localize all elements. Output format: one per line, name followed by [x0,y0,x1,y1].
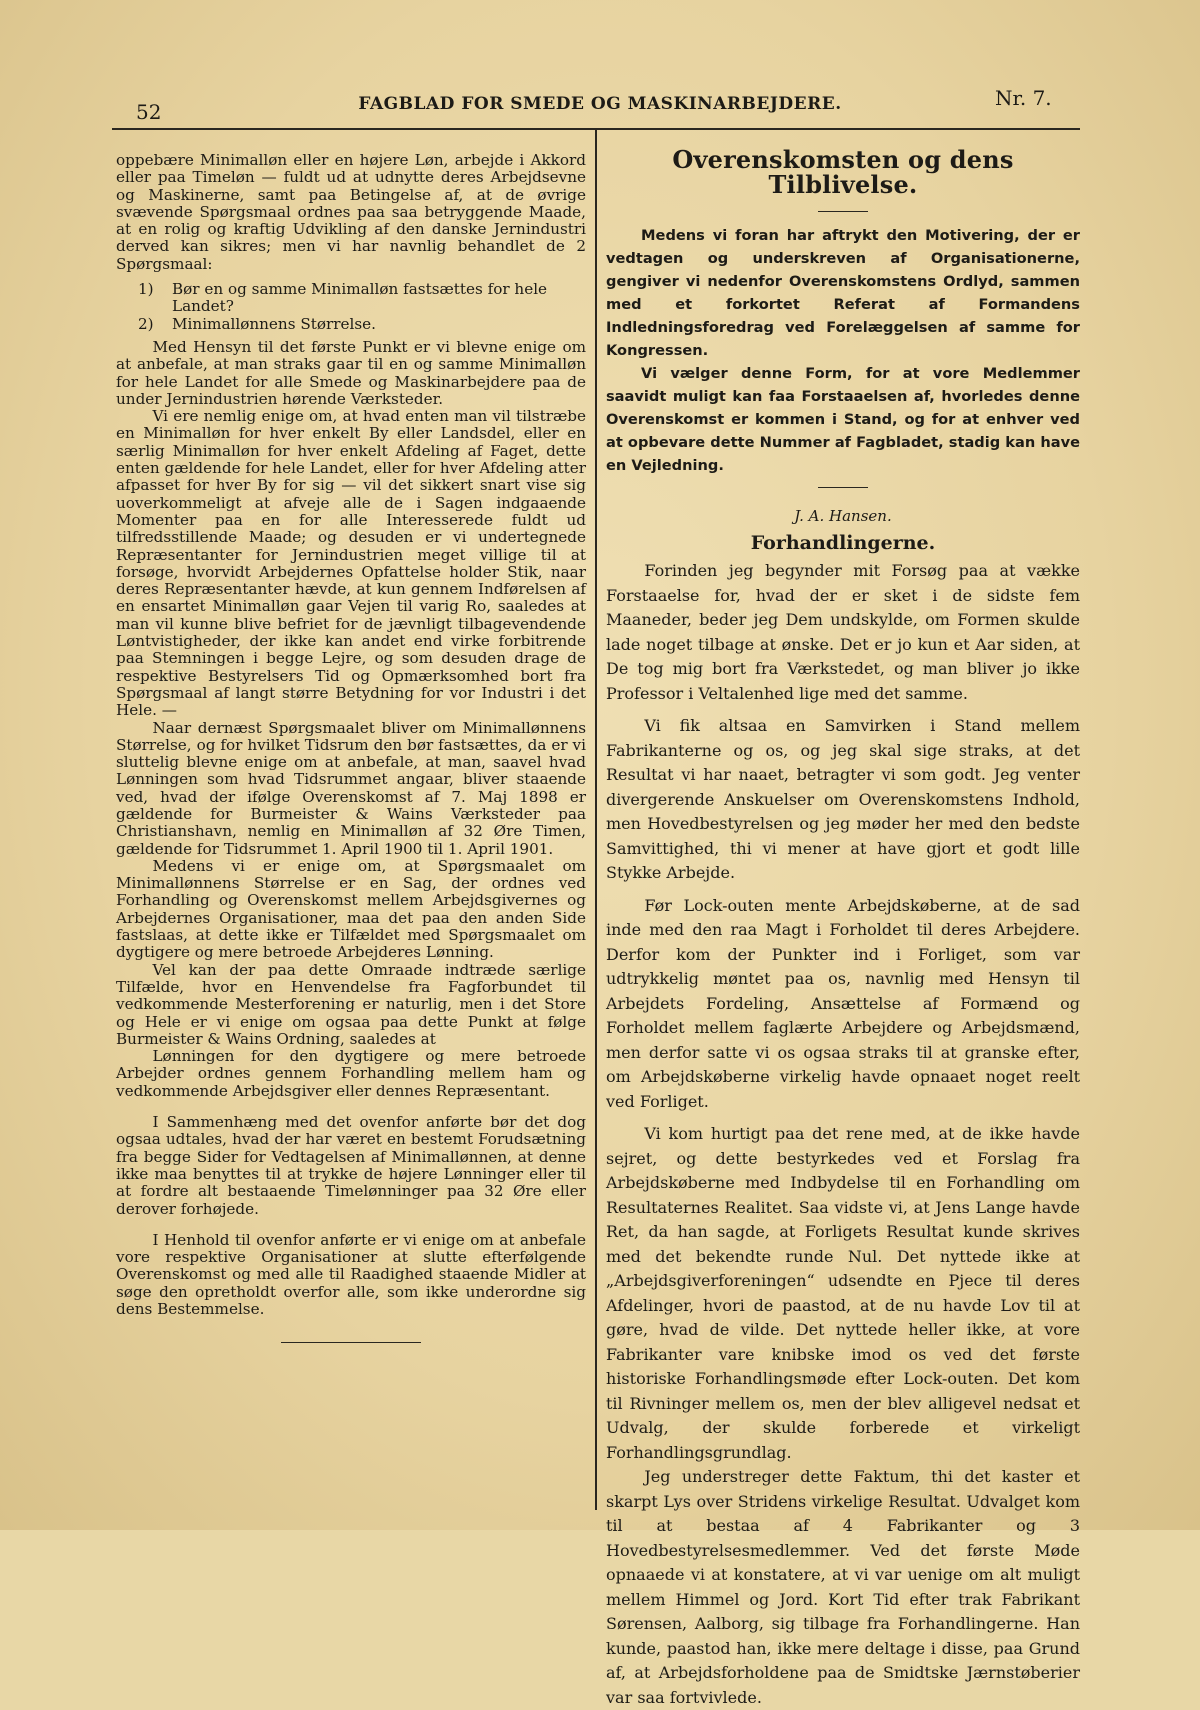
article-paragraph: Vi fik altsaa en Samvirken i Stand mellem Fabrikanterne og os, og jeg skal sige straks, at det Resultat vi har naaet, betragter vi som godt. Jeg venter divergerende Anskuelser om Overenskomstens Indhold, men Hovedbestyrelsen og jeg møder her med den bedste Samvittighed, thi vi mener at have gjort et godt lille Stykke Arbejde. [606,716,1080,882]
left-paragraph: Vel kan der paa dette Omraade indtræde særlige Tilfælde, hvor en Henvendelse fra Fagforbundet til vedkommende Mesterforening er naturlig, men i det Store og Hele er vi enige om ogsaa paa dette Punkt at følge Burmeister & Wains Ordning, saaledes at [116,960,586,1048]
intro-paragraph: Medens vi foran har aftrykt den Motivering, der er vedtagen og underskreven af Organisationerne, gengiver vi nedenfor Overenskomstens Ordlyd, sammen med et forkortet Referat af Formandens Indledningsforedrag ved Forelæggelsen af samme for Kongressen. [606,227,1080,359]
editorial-intro [606,224,1080,477]
left-paragraph: Naar dernæst Spørgsmaalet bliver om Minimallønnens Størrelse, og for hvilket Tidsrum den bør fastsættes, da er vi sluttelig blevne enige om at anbefale, at man, saavel hvad Lønningen som hvad Tidsrummet angaar, bliver staaende ved, hvad der ifølge Overenskomst af 7. Maj 1898 er gældende for Burmeister & Wains Værksteder paa Christianshavn, nemlig en Minimalløn af 32 Øre Timen, gældende for Tidsrummet 1. April 1900 til 1. April 1901. [116,718,586,858]
list-text: Minimallønnens Størrelse. [172,314,376,333]
article-paragraph: Vi kom hurtigt paa det rene med, at de ikke havde sejret, og dette bestyrkedes ved et Forslag fra Arbejdskøberne med Indbydelse til en Forhandling om Resultaternes Realitet. Saa vidste vi, at Jens Lange havde Ret, da han sagde, at Forligets Resultat kunde skrives med det bekendte runde Nul. Det nyttede ikke at „Arbejdsgiverforeningen“ udsendte en Pjece til deres Afdelinger, hvori de paastod, at de nu havde Lov til at gøre, hvad de vilde. Det nyttede heller ikke, at vore Fabrikanter vare knibske imod os ved det første historiske Forhandlingsmøde efter Lock-outen. Det kom til Rivninger mellem os, men der blev alligevel nedsat et Udvalg, der skulde forberede et virkeligt Forhandlingsgrundlag. [606,1124,1080,1462]
closing-rule [281,1342,421,1343]
list-text: Bør en og samme Minimalløn fastsættes for hele Landet? [172,280,548,316]
right-column [606,140,1080,1707]
column-divider [595,130,597,1510]
article-heading: Overenskomsten og dens Tilblivelse. [672,145,1014,199]
article-paragraph: Før Lock-outen mente Arbejdskøberne, at de sad inde med den raa Magt i Forholdet til deres Arbejdere. Derfor kom der Punkter ind i Forliget, som var udtrykkelig møntet paa os, navnlig med Hensyn til Arbejdets Fordeling, Ansættelse af Formænd og Forholdet mellem faglærte Arbejdere og Arbejdsmænd, men derfor satte vi os ogsaa straks til at granske efter, om Arbejdskøberne virkelig havde opnaaet noget reelt ved Forliget. [606,895,1080,1111]
section-heading: Forhandlingerne. [750,531,936,554]
article-paragraph: Forinden jeg begynder mit Forsøg paa at vække Forstaaelse for, hvad der er sket i de sidste fem Maaneder, beder jeg Dem undskylde, om Formen skulde lade noget tilbage at ønske. Det er jo kun et Aar siden, at De tog mig bort fra Værkstedet, og man bliver jo ikke Professor i Veltalenhed lige med det samme. [606,561,1080,703]
left-paragraph: Vi ere nemlig enige om, at hvad enten man vil tilstræbe en Minimalløn for hver enkelt By eller Landsdel, eller en særlig Minimalløn for hver enkelt Afdeling af Faget, dette enten gældende for hele Landet, eller for hver Afdeling atter afpasset for hver By for sig — vil det sikkert snart vise sig uoverkommeligt at afveje alle de i Sagen indgaaende Momenter paa en for alle Interesserede fuldt ud tilfredsstillende Maade; og desuden er vi undertegnede Repræsentanter for Jernindustrien meget villige til at forsøge, hvorvidt Arbejdernes Opfattelse holder Stik, naar deres Repræsentanter hævde, at kun gennem Indførelsen af en ensartet Minimalløn gaar Vejen til varig Ro, saaledes at man vil kunne blive befriet for de jævnligt tilbagevendende Løntvistigheder, der ikke kan andet end virke forbitrende paa Stemningen i begge Lejre, og som desuden drage de respektive Bestyrelsers Tid og Opmærksomhed bort fra Spørgsmaal af langt større Betydning for vor Industri i det Hele. — [116,407,586,720]
intro-paragraph: Vi vælger denne Form, for at vore Medlemmer saavidt muligt kan faa Forstaaelsen af, hvorledes denne Overenskomst er kommen i Stand, og for at enhver ved at opbevare dette Nummer af Fagbladet, stadig kan have en Vejledning. [606,365,1080,474]
article-paragraph: Jeg understreger dette Faktum, thi det kaster et skarpt Lys over Stridens virkelige Resultat. Udvalget kom til at bestaa af 4 Fabrikanter og 3 Hovedbestyrelsesmedlemmer. Ved det første Møde opnaaede vi at konstatere, at vi var uenige om alt muligt mellem Himmel og Jord. Kort Tid efter trak Fabrikant Sørensen, Aalborg, sig tilbage fra Forhandlingerne. Han kunde, paastod han, ikke mere deltage i disse, paa Grund af, at Arbejdsforholdene paa de Smidtske Jærnstøberier var saa fortvivlede. [606,1467,1080,1707]
list-number: 2) [138,314,154,333]
left-column [116,152,586,1522]
issue-number: Nr. 7. [995,86,1052,110]
left-paragraph: I Sammenhæng med det ovenfor anførte bør det dog ogsaa udtales, hvad der har været en bestemt Forudsætning fra begge Sider for Vedtagelsen af Minimallønnen, at denne ikke maa benyttes til at trykke de højere Lønninger eller til at fordre alt bestaaende Timelønninger paa 32 Øre eller derover forhøjede. [116,1113,586,1218]
list-item [116,316,586,333]
heading-rule [818,211,868,212]
quoted-clause: Lønningen for den dygtigere og mere betroede Arbejder ordnes gennem Forhandling mellem ham og vedkommende Arbejdsgiver eller dennes Repræsentant. [116,1047,586,1100]
left-paragraph: oppebære Minimalløn eller en højere Løn, arbejde i Akkord eller paa Timeløn — fuldt ud at udnytte deres Arbejdsevne og Maskinerne, samt paa Betingelse af, at de øvrige svævende Spørgsmaal ordnes paa saa betryggende Maade, at en rolig og kraftig Udvikling af den danske Jernindustri derved kan sikres; men vi har navnlig behandlet de 2 Spørgsmaal: [116,151,586,273]
left-paragraph: Medens vi er enige om, at Spørgsmaalet om Minimallønnens Størrelse er en Sag, der ordnes ved Forhandling og Overenskomst mellem Arbejdsgivernes og Arbejdernes Organisationer, maa det paa den anden Side fastslaas, at dette ikke er Tilfældet med Spørgsmaalet om dygtigere og mere betroede Arbejderes Lønning. [116,856,586,962]
left-paragraph: Med Hensyn til det første Punkt er vi blevne enige om at anbefale, at man straks gaar til en og samme Minimalløn for hele Landet for alle Smede og Maskinarbejdere paa de under Jernindustrien hørende Værksteder. [116,337,586,408]
page-header [0,86,1200,126]
section-rule [818,487,868,488]
list-item [116,281,586,316]
left-paragraph: I Henhold til ovenfor anførte er vi enige om at anbefale vore respektive Organisationer at slutte efterfølgende Overenskomst og med alle til Raadighed staaende Midler at søge den opretholdt overfor alle, som ikke underordne sig dens Bestemmelse. [116,1230,586,1318]
page-number: 52 [136,100,162,124]
list-number: 1) [138,280,154,299]
publication-title: FAGBLAD FOR SMEDE OG MASKINARBEJDERE. [358,94,842,114]
author-byline: J. A. Hansen. [794,507,892,525]
question-list [116,281,586,333]
